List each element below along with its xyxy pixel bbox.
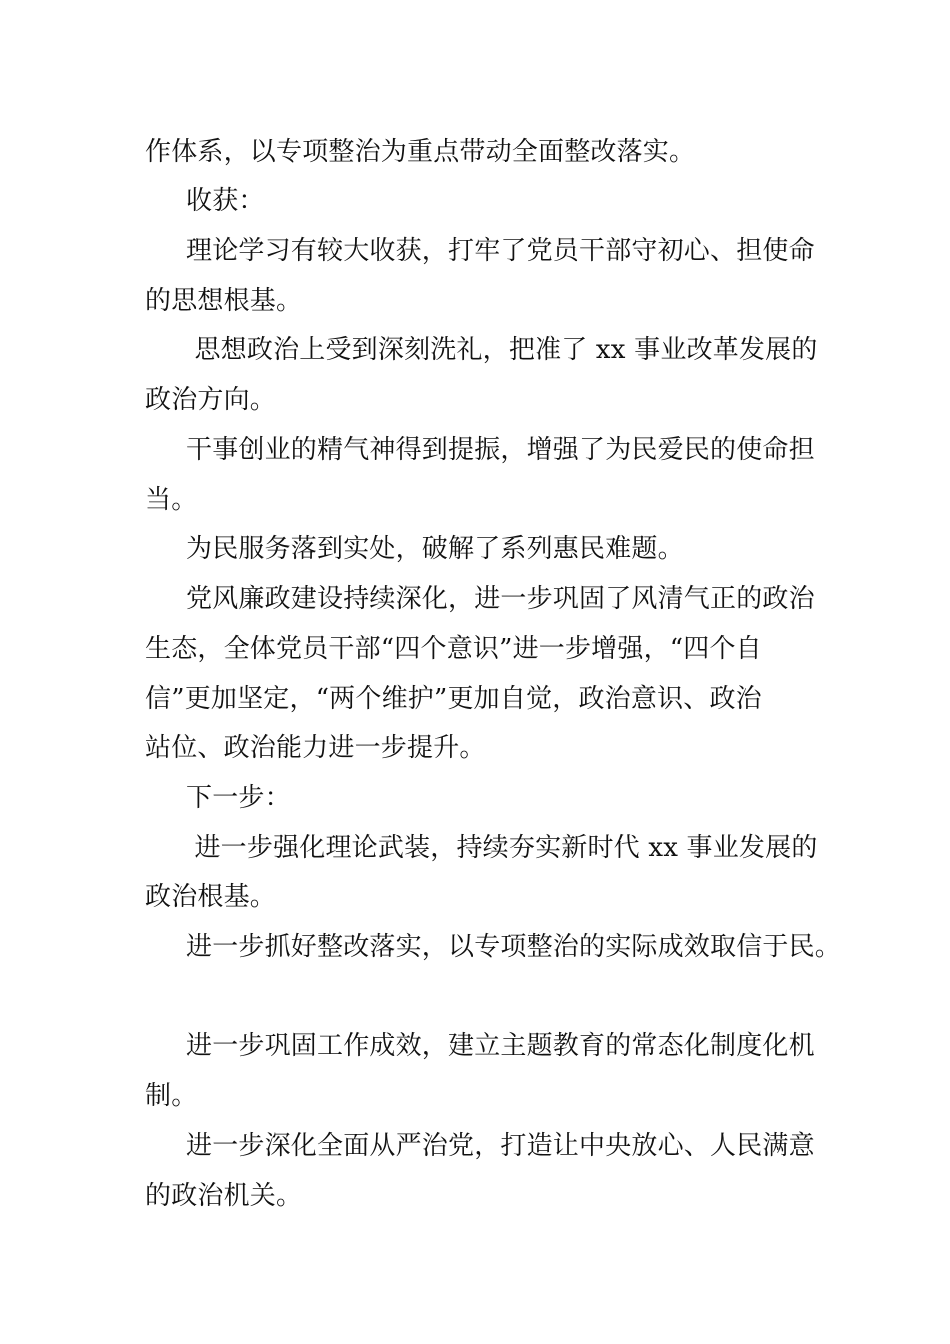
text-line: 进一步巩固工作成效，建立主题教育的常态化制度化机 [186,1031,815,1061]
text-line: 的政治机关。 [145,1181,303,1211]
section-heading-harvest: 收获： [186,186,265,216]
text-line: 作体系，以专项整治为重点带动全面整改落实。 [145,137,696,167]
text-line: 政治方向。 [145,385,277,415]
text-line: 政治根基。 [145,882,277,912]
text-line: 为民服务落到实处，破解了系列惠民难题。 [186,534,684,564]
text-line: 当。 [145,485,198,515]
text-line: 党风廉政建设持续深化，进一步巩固了风清气正的政治 [186,584,815,614]
text-line: 进一步深化全面从严治党，打造让中央放心、人民满意 [186,1131,815,1161]
text-line: 制。 [145,1081,198,1111]
section-heading-next-steps: 下一步： [186,783,291,813]
text-line: 的思想根基。 [145,286,303,316]
text-line: 进一步抓好整改落实，以专项整治的实际成效取信于民。 [186,932,842,962]
text-line: 理论学习有较大收获，打牢了党员干部守初心、担使命 [186,236,815,266]
text-line: 干事创业的精气神得到提振，增强了为民爱民的使命担 [186,435,815,465]
text-line: 生态，全体党员干部“四个意识”进一步增强，“四个自 [145,634,762,664]
text-line: 进一步强化理论武装，持续夯实新时代 xx 事业发展的 [186,833,818,863]
text-line: 信”更加坚定，“两个维护”更加自觉，政治意识、政治 [145,684,762,714]
text-line: 站位、政治能力进一步提升。 [145,733,486,763]
text-line: 思想政治上受到深刻洗礼，把准了 xx 事业改革发展的 [186,335,818,365]
